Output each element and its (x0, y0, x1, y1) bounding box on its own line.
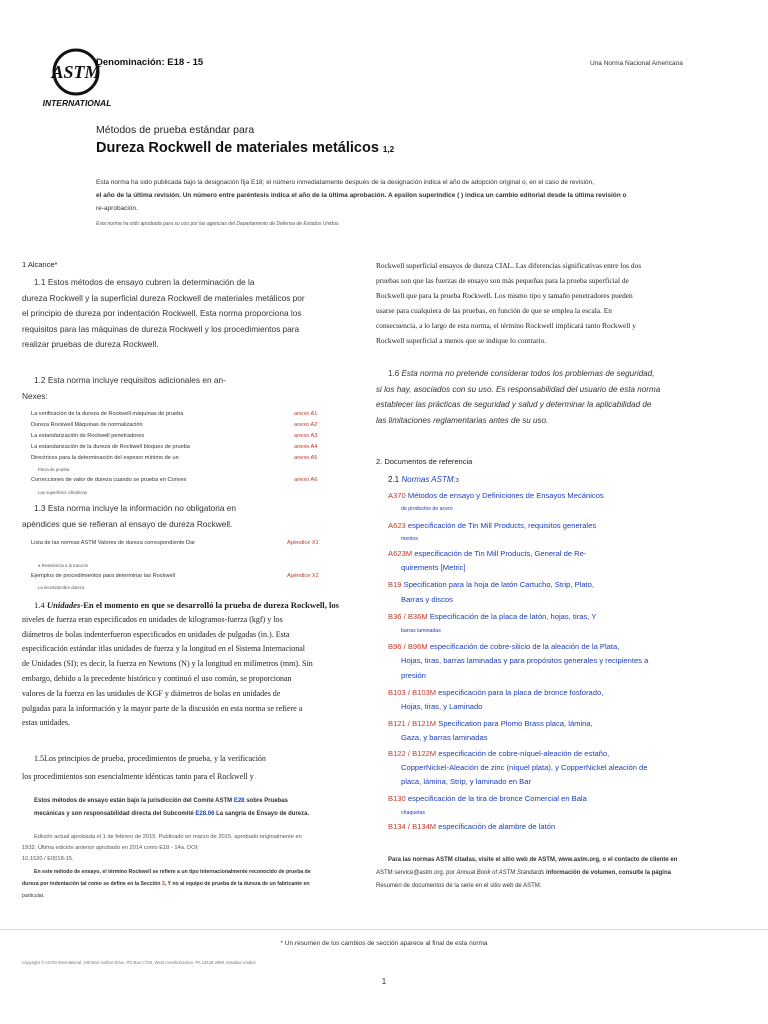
text-line: Edición actual aprobada el 1 de febrero de 2015. Publicado en marzo de 2015. aprobado originalmente en (34, 834, 302, 840)
reference-continuation: CopperNickel-Aleación de zinc (níquel plata), y CopperNickel aleación de (401, 763, 648, 772)
text-line: 1932. Última edición anterior aprobado en 2014 como E18 - 14a. DOI: (22, 845, 199, 851)
reference-code: A623 (388, 521, 406, 530)
reference-continuation: Gaza, y barras laminadas (401, 733, 488, 742)
text-line: 1.2 Esta norma incluye requisitos adicionales en an- (34, 375, 226, 385)
reference-continuation: Barras y discos (401, 595, 453, 604)
copyright-notice: Copyright © ASTM International, 100 Barr Harbor Drive, PO Box C700, West Conshohocken, PA 19428-2959. Estados Unidos (22, 960, 256, 965)
text-line: En este método de ensayo, el término Rockwell se refiere a un tipo internacionalmente reconocido de prueba de (34, 869, 311, 875)
reference-code: B134 / B134M (388, 822, 437, 831)
intro-line-2: el año de la última revisión. Un número entre paréntesis indica el año de la última aprobación. A epsilon superíndice ( ) indica un cambio editorial desde la última revisión o (96, 192, 627, 199)
reference-item[interactable] (388, 519, 740, 533)
appendix-row: Ejemplos de procedimientos para determinar las Rockwell (31, 573, 175, 579)
text-line: especificación estándar itlas unidades de fuerza y la longitud en el Sistema Internacional (22, 644, 305, 654)
annex-row: La verificación de la dureza de Rockwell máquinas de prueba (31, 411, 184, 417)
text-line (376, 867, 740, 880)
standard-title (96, 140, 394, 156)
text-line: particular. (22, 893, 45, 899)
text-span: La sangría de Ensayo de dureza. (216, 810, 310, 817)
page-number: 1 (381, 977, 387, 986)
text-line: requisitos para las máquinas de dureza Rockwell y los procedimientos para (22, 323, 300, 334)
reference-code: B19 (388, 580, 402, 589)
reference-continuation: de productos de acero (401, 506, 453, 512)
reference-item[interactable] (388, 489, 740, 503)
text-line: valores de la fuerza en las unidades de KGF y diámetros de bolas en unidades de (22, 688, 281, 698)
reference-code: B121 / B121M (388, 719, 437, 728)
committee-link[interactable]: E28 (233, 798, 245, 804)
text-line: el principio de dureza por indentación Rockwell. Esta norma proporciona los (22, 308, 302, 318)
reference-item[interactable] (388, 717, 740, 731)
units-label: Unidades- (46, 600, 84, 610)
intro-line-3: re-aprobación. (96, 205, 138, 212)
reference-continuation: placa, lámina, Strip, y laminado en Bar (401, 777, 532, 786)
reference-continuation: chaquetas (401, 810, 425, 816)
annex-link[interactable]: anexo A1 (294, 411, 318, 417)
annex-row: Directrices para la determinación del espesor mínimo de un (31, 455, 179, 461)
edition-note (22, 832, 356, 865)
paragraph-1-5 (22, 750, 356, 786)
text-span: Estos métodos de ensayo están bajo la jurisdicción del Comité ASTM (34, 798, 233, 804)
title-footnote-marks: 1,2 (382, 145, 395, 154)
footnote-2 (22, 866, 356, 902)
text-line: Rockwell superficial ensayos de dureza CIAL. Las diferencias significativas entre los dos (376, 261, 642, 270)
annex-row: La estandarización de la dureza de Rockwell bloques de prueba (31, 444, 190, 450)
reference-item[interactable] (388, 640, 740, 654)
reference-continuation: presión (401, 671, 426, 680)
reference-continuation: Hojas, tiras, barras laminadas y para propósitos generales y recipientes a (401, 656, 649, 665)
paragraph-number: 1.6 (388, 369, 400, 378)
text-line: embargo, debido a la precedente histórico y continuó el uso común, se proporcionan (22, 673, 292, 683)
annex-row-continuation: Las superficies cilíndricas (38, 490, 87, 495)
reference-item[interactable] (388, 747, 740, 761)
text-line: diámetros de bolas indenterfueron especificados en unidades de pulgadas (in.). Esta (22, 629, 290, 639)
reference-code: A370 (388, 491, 406, 500)
footnote-mark: 3 (455, 478, 459, 484)
paragraph-number: 2.1 (388, 475, 400, 484)
reference-code: A623M (388, 549, 413, 558)
book-title: Annual Book of ASTM Standards (456, 870, 545, 876)
footnote-3 (376, 854, 740, 893)
reference-title: Specification para la hoja de latón Cartucho, Strip, Plato, (403, 580, 595, 589)
footer-divider (0, 929, 768, 930)
text-line: 1.5Los principios de prueba, procedimientos de prueba, y la verificación (34, 754, 266, 763)
text-span: información de volumen, consulte la página (545, 870, 671, 876)
reference-title: especificación de Tin Mill Products, General de Re- (414, 549, 587, 558)
paragraph-1-1 (22, 275, 356, 353)
reference-title: especificación de cobre-níquel-aleación de estaño, (438, 749, 610, 758)
text-span: dureza por indentación tal como se define en la Sección (22, 881, 161, 887)
text-line (376, 366, 738, 382)
text-line: las limitaciones reglamentarias antes de su uso. (376, 415, 549, 425)
text-span: En el momento en que se desarrolló la prueba de dureza Rockwell, los (83, 600, 340, 610)
text-line: estas unidades. (22, 718, 70, 728)
reference-code: B103 / B103M (388, 688, 437, 697)
text-line (34, 795, 356, 808)
reference-code: B122 / B122M (388, 749, 437, 758)
reference-title: especificación de la tira de bronce Comercial en Bala (407, 794, 587, 803)
text-span: ASTM service@astm.org. por (376, 870, 455, 876)
logo-text: ASTM (51, 62, 101, 82)
text-line: 1.1 Estos métodos de ensayo cubren la determinación de la (34, 277, 255, 287)
annex-link[interactable]: anexo A3 (294, 433, 318, 439)
reference-code: B36 / B36M (388, 612, 428, 621)
intro-line-1: Esta norma ha sido publicada bajo la designación fija E18; el número inmediatamente después de la designación indica el año de adopción original o, en el caso de revisión, (96, 179, 594, 186)
annex-link[interactable]: anexo A2 (294, 422, 318, 428)
text-line: establecer las prácticas de seguridad y salud y determinar la aplicabilidad de (376, 400, 652, 409)
annex-row: La estandarización de Rockwell penetradores (31, 433, 145, 439)
reference-code: B130 (388, 794, 406, 803)
footnote-1 (34, 795, 356, 820)
standard-subtitle: Métodos de prueba estándar para (96, 124, 255, 136)
text-line: usarse para cualquiera de las pruebas, en función de que se emplea la escala. En (376, 306, 612, 315)
text-line: apéndices que se refieran al ensayo de dureza Rockwell. (22, 518, 233, 529)
appendix-row-continuation: La incertidumbre dureza (38, 585, 85, 590)
paragraph-1-6 (376, 366, 738, 428)
text-line: 10.1520 / E0018-15. (22, 856, 74, 862)
reference-title: Specification para Plomo Brass placa, lámina, (438, 719, 593, 728)
text-line: pulgadas para la información y la mayor parte de la discusión en esta norma se refiere a (22, 703, 303, 713)
text-line: Rockwell que para la prueba Rockwell. Los mismo tipo y tamaño penetradores pueden (376, 291, 633, 300)
reference-item[interactable] (388, 686, 740, 700)
reference-item[interactable] (388, 792, 740, 806)
reference-item[interactable] (388, 547, 740, 561)
reference-title: Especificación de la placa de latón, hojas, tiras, Y (429, 612, 597, 621)
intro-text (96, 176, 662, 215)
text-line: dureza Rockwell y la superficial dureza Rockwell de materiales metálicos por (22, 292, 305, 303)
astm-standards-heading (388, 475, 459, 484)
text-line: 1.3 Esta norma incluye la información no obligatoria en (34, 503, 237, 513)
section-2-heading: 2. Documentos de referencia (376, 457, 473, 466)
reference-code: B96 / B96M (388, 642, 428, 651)
appendix-row: Lista de las normas ASTM Valores de dureza correspondiente Dar (31, 540, 196, 546)
approval-note: Esta norma ha sido aprobada para su uso por las agencias del Departamento de Defensa de Estados Unidos. (96, 221, 340, 227)
reference-item[interactable] (388, 578, 740, 592)
reference-title: especificación de cobre-silicio de la aleación de la Plata, (429, 642, 620, 651)
national-standard-label: Una Norma Nacional Americana (590, 60, 683, 67)
annex-link[interactable]: anexo A4 (294, 444, 318, 450)
paragraph-1-4 (22, 598, 356, 731)
text-line (34, 808, 356, 821)
paragraph-1-5-continued (376, 258, 738, 348)
reference-title: especificación de Tin Mill Products, requisitos generales (407, 521, 597, 530)
reference-item[interactable] (388, 610, 740, 624)
reference-title: Métodos de ensayo y Definiciones de Ensayos Mecánicos (407, 491, 604, 500)
annex-row-continuation: Pieza de prueba (38, 467, 70, 472)
paragraph-1-2 (22, 373, 356, 404)
annex-row: Dureza Rockwell Máquinas de normalización (31, 422, 143, 428)
text-line: Rockwell superficial a menos que se indique lo contrario. (376, 336, 547, 345)
text-span: mecánicas y son responsabilidad directa del Subcomité (34, 810, 194, 817)
text-span: Esta norma no pretende considerar todos los problemas de seguridad, (401, 369, 655, 378)
text-line: niveles de fuerza eran especificados en unidades de kilogramos-fuerza (kgf) y los (22, 614, 283, 624)
text-span: , Y no al equipo de prueba de la dureza de un fabricante en (164, 881, 310, 887)
text-span: sobre Pruebas (246, 798, 288, 804)
appendix-link[interactable]: Apéndice X1 (287, 540, 319, 546)
text-line: pruebas son que las fuerzas de ensayo son más pequeñas para la prueba superficial de (376, 276, 629, 285)
reference-continuation: barras laminadas (401, 628, 441, 634)
reference-item[interactable] (388, 820, 740, 834)
reference-continuation: Hojas, tiras, y Laminado (401, 702, 483, 711)
logo-subtext: INTERNATIONAL (42, 98, 112, 108)
text-line: los procedimientos son esencialmente idénticas tanto para el Rockwell y (22, 772, 254, 781)
paragraph-number: 1.4 (34, 600, 45, 610)
heading-text: Normas ASTM: (401, 475, 456, 484)
annex-link[interactable]: anexo A6 (294, 477, 318, 483)
appendix-link[interactable]: Apéndice X2 (287, 573, 319, 579)
paragraph-1-3 (22, 501, 356, 532)
appendix-row-continuation: a Resistencia a la tracción (38, 563, 89, 568)
change-summary-note: * Un resumen de los cambios de sección aparece al final de esta norma (280, 940, 488, 947)
text-line: Para las normas ASTM citadas, visite el sitio web de ASTM, www.astm.org, o el contacto de cliente en (388, 857, 678, 863)
title-text: Dureza Rockwell de materiales metálicos (96, 140, 379, 156)
text-line: Resumen de documentos de la serie en el sitio web de ASTM. (376, 883, 542, 889)
text-line: si los hay, asociados con su uso. Es responsabilidad del usuario de esta norma (376, 384, 661, 394)
annex-link[interactable]: anexo A5 (294, 455, 318, 461)
designation: Denominación: E18 - 15 (96, 57, 204, 68)
section-1-heading: 1 Alcance* (22, 260, 58, 269)
text-line: de Unidades (SI); es decir, la fuerza en Newtons (N) y la longitud en milímetros (mm). Sin (22, 659, 313, 669)
subcommittee-link[interactable]: E28.06 (195, 810, 215, 817)
text-line: consecuencia, a lo largo de esta norma, el término Rockwell implicará tanto Rockwell y (376, 321, 636, 330)
text-line: Nexes: (22, 390, 48, 401)
annex-row: Correcciones de valor de dureza cuando se prueba en Convex (31, 477, 187, 483)
reference-continuation: quirements [Metric] (401, 563, 466, 572)
text-line: realizar pruebas de dureza Rockwell. (22, 339, 159, 349)
reference-title: especificación de alambre de latón (438, 822, 556, 831)
reference-title: especificación para la placa de bronce fosforado, (438, 688, 604, 697)
text-line (22, 598, 356, 613)
astm-logo (38, 44, 116, 110)
text-line (22, 878, 356, 890)
section-link[interactable]: 3 (161, 881, 165, 887)
reference-continuation: mentos (401, 536, 419, 542)
